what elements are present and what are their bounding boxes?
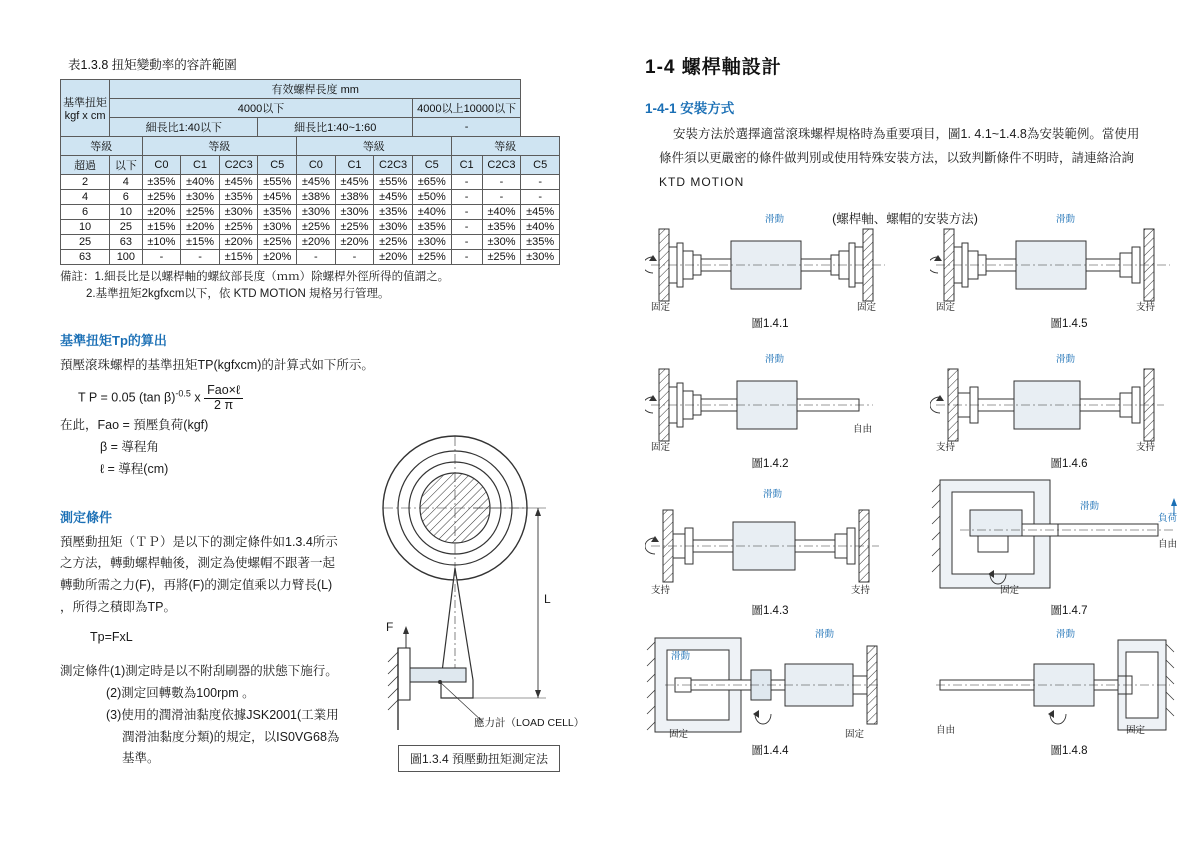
- label-left-support: 固定: [651, 302, 671, 313]
- cell-over: 25: [61, 235, 110, 250]
- grade-c-0: C1: [451, 156, 482, 175]
- grade-a-1: C1: [181, 156, 220, 175]
- label-left-support: 固定: [669, 729, 689, 740]
- intro-paragraph: [645, 123, 1165, 193]
- measure-text: [60, 532, 360, 771]
- label-left-support: 固定: [1000, 585, 1020, 596]
- cell-value: ±55%: [258, 175, 297, 190]
- group-header: 有效螺桿長度 mm: [110, 80, 521, 99]
- label-right-support: 自由: [853, 424, 873, 435]
- cell-value: ±65%: [412, 175, 451, 190]
- figure-caption: 圖1.4.2: [751, 458, 789, 470]
- figure-1-4-1: [645, 215, 895, 335]
- cell-value: ±20%: [297, 235, 336, 250]
- cell-value: ±40%: [521, 220, 560, 235]
- table-caption: 表1.3.8 扭矩變動率的容許範圍: [68, 58, 237, 72]
- cell-value: ±30%: [482, 235, 521, 250]
- section-subtitle: 1-4-1 安裝方式: [645, 101, 735, 116]
- cell-under: 6: [110, 190, 142, 205]
- cell-value: ±30%: [335, 205, 374, 220]
- cell-value: ±25%: [412, 250, 451, 265]
- cell-value: ±45%: [335, 175, 374, 190]
- label-left-support: 支持: [651, 585, 671, 596]
- label-sliding: 滑動: [1056, 354, 1076, 365]
- formula-lead: ℓ = 導程(cm): [100, 461, 169, 476]
- cell-value: ±25%: [297, 220, 336, 235]
- cell-value: -: [482, 175, 521, 190]
- table-head-row-2: [61, 99, 560, 118]
- cell-value: -: [451, 220, 482, 235]
- torque-variation-table: [60, 79, 560, 265]
- grade-a-3: C5: [258, 156, 297, 175]
- cell-value: ±15%: [142, 220, 181, 235]
- grade-a-2: C2C3: [219, 156, 258, 175]
- figure-caption: 圖1.4.3: [751, 605, 789, 617]
- cell-value: ±35%: [142, 175, 181, 190]
- cell-value: ±10%: [142, 235, 181, 250]
- label-sliding-left: 滑動: [671, 651, 691, 662]
- cell-value: ±38%: [297, 190, 336, 205]
- cell-value: -: [142, 250, 181, 265]
- arm-length-label: L: [544, 592, 551, 606]
- table-row: [61, 220, 560, 235]
- figure-caption: 圖1.4.8: [1050, 745, 1088, 757]
- cell-value: -: [451, 175, 482, 190]
- formula-multiply: x: [194, 390, 201, 405]
- brand-name: KTD MOTION: [659, 174, 745, 189]
- grade-b-3: C5: [412, 156, 451, 175]
- cell-value: ±30%: [297, 205, 336, 220]
- note-1: 備註：1.細長比是以螺桿軸的螺紋部長度（ｍｍ）除螺桿外徑所得的值謂之。: [60, 271, 450, 283]
- formula-beta: β = 導程角: [100, 439, 159, 454]
- measure-condition-3: (3)使用的潤滑油黏度依據JSK2001(工業用: [106, 707, 339, 722]
- cell-value: ±20%: [181, 220, 220, 235]
- range-header-over: 超過: [61, 156, 110, 175]
- grade-c-2: C5: [521, 156, 560, 175]
- label-right-support: 固定: [845, 729, 865, 740]
- cell-value: ±20%: [142, 205, 181, 220]
- formula-numerator: Fao×ℓ: [204, 384, 243, 399]
- grade-c-1: C2C3: [482, 156, 521, 175]
- figure-1-4-5: [930, 215, 1180, 335]
- cell-value: ±30%: [412, 235, 451, 250]
- formula-denominator: 2 π: [214, 398, 234, 413]
- cell-value: ±25%: [181, 205, 220, 220]
- table-notes: [60, 269, 560, 304]
- cell-value: -: [521, 190, 560, 205]
- grade-label-1: 等級: [142, 137, 296, 156]
- grade-label-2: 等級: [297, 137, 451, 156]
- cell-value: ±35%: [482, 220, 521, 235]
- intro-line-1: 安裝方法於選擇適當滾珠螺桿規格時為重要項目，圖1. 4.1~1.4.8為安裝範例。當使用: [673, 127, 1140, 141]
- table-head-row-3: [61, 118, 560, 137]
- measure-condition-5: 基準。: [122, 751, 160, 766]
- cell-value: -: [451, 205, 482, 220]
- cell-value: ±35%: [219, 190, 258, 205]
- figure-1-4-2: [645, 355, 895, 475]
- figure-1-4-4: [645, 630, 895, 760]
- cell-value: ±30%: [374, 220, 413, 235]
- cell-value: ±15%: [219, 250, 258, 265]
- formula-where: 在此，Fao = 預壓負荷(kgf): [60, 417, 209, 432]
- section-tp-text: 預壓滾珠螺桿的基準扭矩TP(kgfxcm)的計算式如下所示。: [60, 357, 374, 372]
- table-head-row-5: [61, 156, 560, 175]
- grade-b-0: C0: [297, 156, 336, 175]
- measure-line-2: 之方法，轉動螺桿軸後，測定為使螺帽不跟著一起: [60, 556, 336, 571]
- right-column: [645, 52, 1165, 231]
- grade-label-left: 等級: [61, 137, 143, 156]
- mounting-figures-grid: [645, 215, 1185, 805]
- page-title: 1-4 螺桿軸設計: [645, 57, 782, 78]
- cell-under: 100: [110, 250, 142, 265]
- cell-over: 63: [61, 250, 110, 265]
- label-left-support: 支持: [936, 442, 956, 453]
- cell-value: -: [451, 235, 482, 250]
- grade-b-2: C2C3: [374, 156, 413, 175]
- cell-value: ±15%: [181, 235, 220, 250]
- measure-line-1: 預壓動扭矩（ＴＰ）是以下的測定條件如1.3.4所示: [60, 534, 338, 549]
- measure-condition-4: 潤滑油黏度分類)的規定，以IS0VG68為: [122, 729, 340, 744]
- cell-value: ±45%: [219, 175, 258, 190]
- cell-value: ±30%: [181, 190, 220, 205]
- label-right-support: 自由: [1158, 539, 1178, 550]
- cell-over: 6: [61, 205, 110, 220]
- section-heading-tp: 基準扭矩Tp的算出: [60, 332, 167, 348]
- section-heading-measure: 測定條件: [60, 509, 113, 525]
- cell-value: ±20%: [219, 235, 258, 250]
- table-head-row-4: [61, 137, 560, 156]
- cell-value: -: [521, 175, 560, 190]
- force-label: F: [386, 620, 394, 634]
- figure-1-3-4-drawing: [378, 430, 585, 775]
- cell-over: 4: [61, 190, 110, 205]
- figure-caption: 圖1.4.5: [1050, 318, 1088, 330]
- grade-b-1: C1: [335, 156, 374, 175]
- measure-line-3: 轉動所需之力(F)，再將(F)的測定值乘以力臂長(L): [60, 578, 333, 593]
- formula-exponent: -0.5: [175, 388, 191, 399]
- cell-value: ±25%: [335, 220, 374, 235]
- table-corner-label: 基準扭矩 kgf x cm: [61, 80, 110, 137]
- label-right-support: 支持: [851, 585, 871, 596]
- cell-value: ±45%: [521, 205, 560, 220]
- cell-value: ±35%: [521, 235, 560, 250]
- cell-value: ±25%: [142, 190, 181, 205]
- measure-line-4: ，所得之積即為TP。: [60, 600, 176, 615]
- table-row: [61, 175, 560, 190]
- label-sliding: 滑動: [1056, 629, 1076, 640]
- label-sliding-right: 滑動: [815, 629, 835, 640]
- table-row: [61, 190, 560, 205]
- label-left-support: 自由: [936, 725, 956, 736]
- formula-fraction: [204, 384, 243, 413]
- cell-value: ±45%: [374, 190, 413, 205]
- cell-over: 10: [61, 220, 110, 235]
- cell-value: ±25%: [374, 235, 413, 250]
- cell-value: ±20%: [374, 250, 413, 265]
- label-left-support: 固定: [936, 302, 956, 313]
- cell-value: ±35%: [412, 220, 451, 235]
- cell-value: ±20%: [258, 250, 297, 265]
- grade-a-0: C0: [142, 156, 181, 175]
- label-load: 負荷: [1158, 513, 1178, 524]
- cell-value: ±45%: [297, 175, 336, 190]
- figure-caption: 圖1.4.1: [751, 318, 789, 330]
- measure-condition-2: (2)測定回轉數為100rpm 。: [106, 685, 255, 700]
- cell-under: 4: [110, 175, 142, 190]
- figure-1-3-4-caption: 圖1.3.4 預壓動扭矩測定法: [398, 745, 560, 772]
- figure-caption: 圖1.4.6: [1050, 458, 1088, 470]
- cell-value: ±25%: [258, 235, 297, 250]
- measure-condition-1: 測定條件(1)測定時是以不附刮刷器的狀態下施行。: [60, 663, 338, 678]
- table-head-row-1: [61, 80, 560, 99]
- figure-caption: 圖1.4.7: [1050, 605, 1088, 617]
- sub-header-2: 4000以上10000以下: [412, 99, 520, 118]
- label-right-support: 支持: [1136, 442, 1156, 453]
- label-sliding: 滑動: [1056, 214, 1076, 225]
- cell-value: ±25%: [219, 220, 258, 235]
- grade-label-3: 等級: [451, 137, 559, 156]
- label-right-support: 固定: [1126, 725, 1146, 736]
- formula-main: T P = 0.05 (tan β): [78, 390, 176, 405]
- note-2: 2.基準扭矩2kgfxcm以下，依 KTD MOTION 規格另行管理。: [86, 288, 390, 301]
- cell-value: ±30%: [219, 205, 258, 220]
- ratio-header-3: -: [412, 118, 520, 137]
- cell-value: ±40%: [412, 205, 451, 220]
- label-sliding: 滑動: [763, 489, 783, 500]
- cell-under: 25: [110, 220, 142, 235]
- cell-value: ±35%: [374, 205, 413, 220]
- cell-value: ±45%: [258, 190, 297, 205]
- ratio-header-1: 細長比1:40以下: [110, 118, 258, 137]
- figure-1-4-7: [930, 470, 1185, 620]
- range-header-under: 以下: [110, 156, 142, 175]
- cell-value: ±35%: [258, 205, 297, 220]
- mounting-methods-title: (螺桿軸、螺帽的安裝方法): [832, 212, 978, 227]
- figure-1-4-6: [930, 355, 1180, 475]
- cell-value: ±30%: [521, 250, 560, 265]
- label-left-support: 固定: [651, 442, 671, 453]
- cell-value: ±25%: [482, 250, 521, 265]
- cell-value: ±20%: [335, 235, 374, 250]
- cell-over: 2: [61, 175, 110, 190]
- measure-equation: Tp=FxL: [90, 630, 133, 644]
- figure-caption: 圖1.4.4: [751, 745, 789, 757]
- table-row: [61, 235, 560, 250]
- cell-value: -: [297, 250, 336, 265]
- cell-value: ±38%: [335, 190, 374, 205]
- ratio-header-2: 細長比1:40~1:60: [258, 118, 412, 137]
- cell-under: 63: [110, 235, 142, 250]
- cell-value: -: [482, 190, 521, 205]
- cell-value: ±30%: [258, 220, 297, 235]
- cell-under: 10: [110, 205, 142, 220]
- sub-header-1: 4000以下: [110, 99, 413, 118]
- cell-value: ±50%: [412, 190, 451, 205]
- label-right-support: 支持: [1136, 302, 1156, 313]
- cell-value: -: [335, 250, 374, 265]
- cell-value: ±55%: [374, 175, 413, 190]
- intro-line-2: 條件須以更嚴密的條件做判別或使用特殊安裝方法，以致判斷條件不明時，請連絡洽詢: [659, 150, 1135, 165]
- cell-value: -: [451, 190, 482, 205]
- table-row: [61, 250, 560, 265]
- cell-value: ±40%: [482, 205, 521, 220]
- label-sliding: 滑動: [765, 214, 785, 225]
- cell-value: ±40%: [181, 175, 220, 190]
- figure-1-4-3: [645, 490, 895, 620]
- cell-value: -: [181, 250, 220, 265]
- label-sliding: 滑動: [1080, 501, 1100, 512]
- figure-1-4-8: [930, 630, 1180, 760]
- label-sliding: 滑動: [765, 354, 785, 365]
- load-cell-label: 應力計（LOAD CELL）: [474, 717, 585, 729]
- cell-value: -: [451, 250, 482, 265]
- table-row: [61, 205, 560, 220]
- label-right-support: 固定: [857, 302, 877, 313]
- tp-formula: [78, 384, 560, 413]
